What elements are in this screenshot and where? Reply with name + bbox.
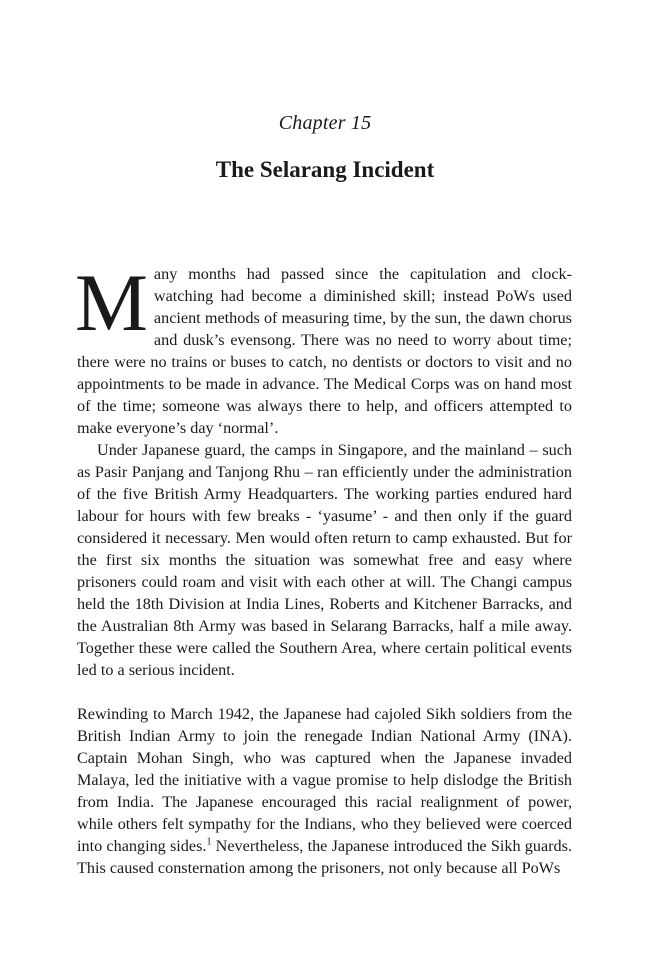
paragraph-1-text: any months had passed since the capitulation and clock-watching had become a diminished skill; instead PoWs used ancient methods of measuring time, by the sun, the dawn chorus and dusk’s evensong. There was no need to worry about time; there were no trains or buses to catch, no dentists or doctors to visit and no appointments to be made in advance. The Medical Corps was on hand most of the time; someone was always there to help, and officers attempted to make everyone’s day ‘normal’.: [77, 265, 572, 437]
paragraph-3-text-a: Rewinding to March 1942, the Japanese had cajoled Sikh soldiers from the British Indian Army to join the renegade Indian National Army (INA). Captain Mohan Singh, who was captured when the Japanese invaded Malaya, led the initiative with a vague promise to help dislodge the British from India. The Japanese encouraged this racial realignment of power, while others felt sympathy for the Indians, who they believed were coerced into changing sides.: [77, 705, 572, 855]
paragraph-3: [77, 703, 572, 879]
paragraph-2: Under Japanese guard, the camps in Singapore, and the mainland – such as Pasir Panjang and Tanjong Rhu – ran efficiently under the administration of the five British Army Headquarters. The working parties endured hard labour for hours with few breaks - ‘yasume’ - and then only if the guard considered it necessary. Men would often return to camp exhausted. But for the first six months the situation was somewhat free and easy where prisoners could roam and visit with each other at will. The Changi campus held the 18th Division at India Lines, Roberts and Kitchener Barracks, and the Australian 8th Army was based in Selarang Barracks, half a mile away. Together these were called the Southern Area, where certain political events led to a serious incident.: [77, 441, 572, 679]
drop-cap: M: [75, 257, 148, 348]
paragraph-1: [75, 257, 572, 439]
footnote-marker[interactable]: 1: [206, 836, 212, 848]
chapter-body: [75, 257, 572, 879]
chapter-title: The Selarang Incident: [215, 157, 435, 182]
paragraph-3-text-b: Nevertheless, the Japanese introduced the Sikh guards. This caused consternation among the prisoners, not only because all PoWs: [77, 837, 572, 877]
chapter-number: Chapter 15: [278, 112, 372, 134]
